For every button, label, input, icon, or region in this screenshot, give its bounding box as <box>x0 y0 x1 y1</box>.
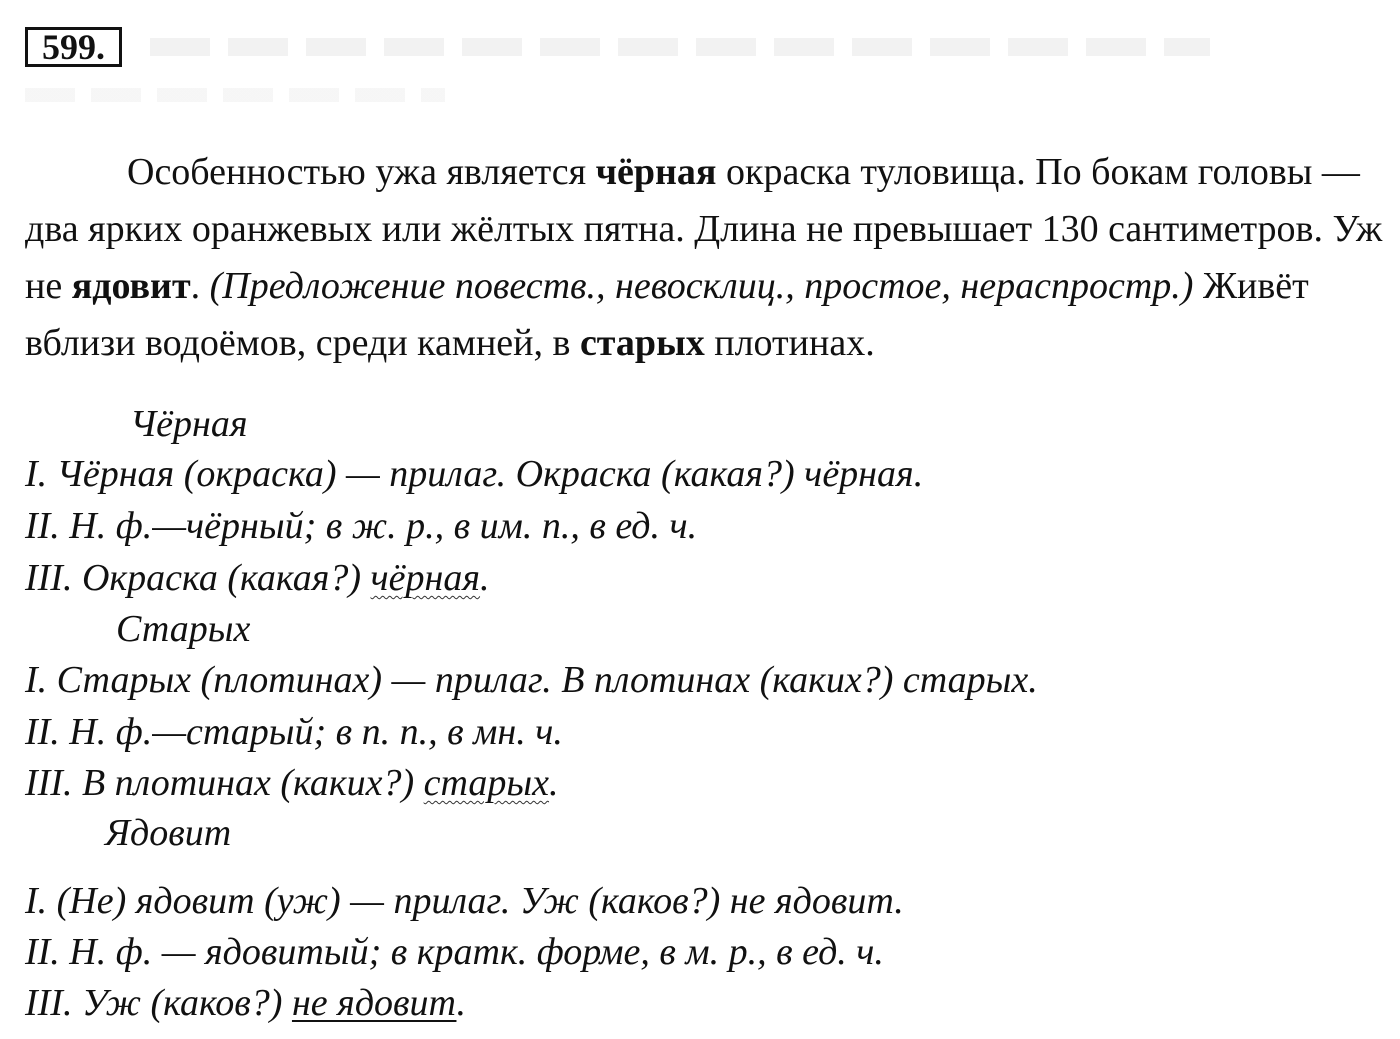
analysis-line-2: II. Н. ф.—старый; в п. п., в мн. ч. <box>25 711 563 753</box>
analysis-line-3-text: III. Уж (каков?) <box>25 982 292 1024</box>
predicate-underline-wavy: чёрная <box>370 557 481 599</box>
paragraph-text: Особенностью ужа является <box>127 151 596 193</box>
faded-instruction-line-2 <box>25 88 445 102</box>
attribute-underline-wavy: старых <box>423 762 550 804</box>
paragraph-text: окраска туловища. По бокам головы — два ярких оранжевых или жёлтых пятна. Длина не превышает 130 сантиметров. Уж не <box>25 151 1383 307</box>
faded-instruction-line <box>150 38 1210 56</box>
analysis-heading: Старых <box>116 608 251 650</box>
predicate-underline-solid: не ядовит <box>291 982 457 1024</box>
analysis-line-1: I. Старых (плотинах) — прилаг. В плотинах (каких?) старых. <box>25 659 1038 701</box>
analysis-line-2: II. Н. ф.—чёрный; в ж. р., в им. п., в ед. ч. <box>25 505 698 547</box>
analysis-line-3-text: III. Окраска (какая?) <box>25 557 371 599</box>
paragraph-text: плотинах. <box>704 322 875 364</box>
analysis-line-3-end: . <box>480 557 490 599</box>
analysis-line-3 <box>25 981 466 1025</box>
analysis-heading: Ядовит <box>105 812 232 854</box>
analysis-heading: Чёрная <box>130 403 248 445</box>
bold-word-staryh: старых <box>579 322 705 364</box>
analysis-line-3-end: . <box>456 982 466 1024</box>
analysis-line-3 <box>25 761 559 805</box>
bold-word-yadovit: ядовит <box>71 265 191 307</box>
main-paragraph <box>25 144 1385 372</box>
exercise-number: 599. <box>25 27 122 67</box>
analysis-line-1: I. (Не) ядовит (уж) — прилаг. Уж (каков?) не ядовит. <box>25 880 904 922</box>
analysis-line-3-text: III. В плотинах (каких?) <box>25 762 424 804</box>
paragraph-text: Живёт вблизи водоёмов, среди камней, в <box>25 265 1309 364</box>
bold-word-chernaya: чёрная <box>595 151 717 193</box>
analysis-line-3-end: . <box>549 762 559 804</box>
sentence-note: (Предложение повеств., невосклиц., простое, нераспростр.) <box>209 265 1194 307</box>
analysis-line-1: I. Чёрная (окраска) — прилаг. Окраска (какая?) чёрная. <box>25 453 924 495</box>
paragraph-text: . <box>190 265 210 307</box>
analysis-line-3 <box>25 556 490 600</box>
analysis-line-2: II. Н. ф. — ядовитый; в кратк. форме, в м. р., в ед. ч. <box>25 931 884 973</box>
